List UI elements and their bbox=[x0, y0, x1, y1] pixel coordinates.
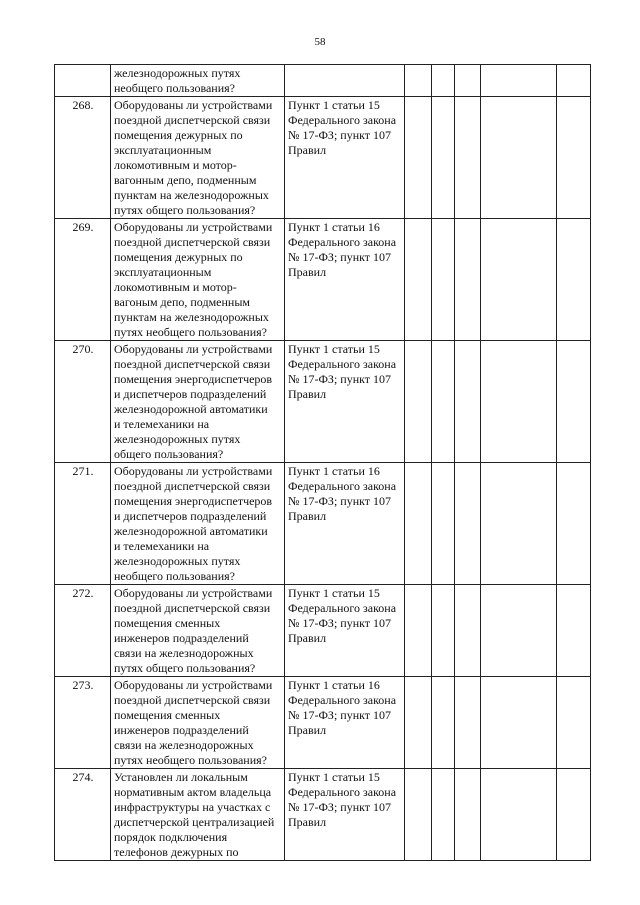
row-number: 272. bbox=[55, 585, 111, 677]
answer-cell bbox=[557, 769, 591, 861]
answer-cell bbox=[405, 65, 432, 97]
answer-cell bbox=[405, 463, 432, 585]
question-text: Оборудованы ли устройствами поездной диспетчерской связи помещения сменных инженеров подразделений связи на железнодорожных путях необщего пользования? bbox=[111, 677, 285, 769]
table-row bbox=[55, 341, 591, 463]
answer-cell bbox=[557, 97, 591, 219]
answer-cell bbox=[405, 769, 432, 861]
answer-cell bbox=[557, 65, 591, 97]
answer-cell bbox=[432, 65, 455, 97]
answer-cell bbox=[481, 769, 557, 861]
row-number: 269. bbox=[55, 219, 111, 341]
table-row bbox=[55, 585, 591, 677]
answer-cell bbox=[557, 677, 591, 769]
answer-cell bbox=[455, 677, 481, 769]
row-number: 270. bbox=[55, 341, 111, 463]
table-row bbox=[55, 97, 591, 219]
legal-reference: Пункт 1 статьи 15 Федерального закона № 17-ФЗ; пункт 107 Правил bbox=[285, 97, 405, 219]
answer-cell bbox=[481, 219, 557, 341]
answer-cell bbox=[557, 585, 591, 677]
row-number: 274. bbox=[55, 769, 111, 861]
answer-cell bbox=[405, 219, 432, 341]
answer-cell bbox=[432, 341, 455, 463]
answer-cell bbox=[432, 219, 455, 341]
page-number: 58 bbox=[314, 36, 326, 48]
answer-cell bbox=[455, 97, 481, 219]
answer-cell bbox=[557, 463, 591, 585]
legal-reference: Пункт 1 статьи 15 Федерального закона № 17-ФЗ; пункт 107 Правил bbox=[285, 585, 405, 677]
answer-cell bbox=[455, 769, 481, 861]
answer-cell bbox=[405, 341, 432, 463]
answer-cell bbox=[455, 219, 481, 341]
answer-cell bbox=[432, 463, 455, 585]
answer-cell bbox=[481, 97, 557, 219]
legal-reference: Пункт 1 статьи 15 Федерального закона № 17-ФЗ; пункт 107 Правил bbox=[285, 341, 405, 463]
question-text: железнодорожных путях необщего пользования? bbox=[111, 65, 285, 97]
answer-cell bbox=[405, 585, 432, 677]
answer-cell bbox=[481, 463, 557, 585]
answer-cell bbox=[432, 97, 455, 219]
legal-reference: Пункт 1 статьи 16 Федерального закона № 17-ФЗ; пункт 107 Правил bbox=[285, 219, 405, 341]
answer-cell bbox=[432, 769, 455, 861]
answer-cell bbox=[432, 677, 455, 769]
table-row bbox=[55, 219, 591, 341]
row-number: 268. bbox=[55, 97, 111, 219]
question-text: Оборудованы ли устройствами поездной диспетчерской связи помещения энергодиспетчеров и диспетчеров подразделений железнодорожной автоматики и телемеханики на железнодорожных путях необщего пользования? bbox=[111, 463, 285, 585]
answer-cell bbox=[557, 219, 591, 341]
answer-cell bbox=[432, 585, 455, 677]
question-text: Оборудованы ли устройствами поездной диспетчерской связи помещения энергодиспетчеров и диспетчеров подразделений железнодорожной автоматики и телемеханики на железнодорожных путях общего пользования? bbox=[111, 341, 285, 463]
legal-reference bbox=[285, 65, 405, 97]
answer-cell bbox=[481, 677, 557, 769]
answer-cell bbox=[455, 585, 481, 677]
table-row bbox=[55, 65, 591, 97]
row-number: 271. bbox=[55, 463, 111, 585]
answer-cell bbox=[557, 341, 591, 463]
answer-cell bbox=[455, 463, 481, 585]
legal-reference: Пункт 1 статьи 16 Федерального закона № 17-ФЗ; пункт 107 Правил bbox=[285, 677, 405, 769]
row-number bbox=[55, 65, 111, 97]
legal-reference: Пункт 1 статьи 16 Федерального закона № 17-ФЗ; пункт 107 Правил bbox=[285, 463, 405, 585]
row-number: 273. bbox=[55, 677, 111, 769]
answer-cell bbox=[481, 585, 557, 677]
answer-cell bbox=[455, 65, 481, 97]
answer-cell bbox=[405, 97, 432, 219]
table-row bbox=[55, 463, 591, 585]
question-text: Установлен ли локальным нормативным актом владельца инфраструктуры на участках с диспетчерской централизацией порядок подключения телефонов дежурных по bbox=[111, 769, 285, 861]
checklist-table bbox=[54, 64, 591, 861]
answer-cell bbox=[455, 341, 481, 463]
question-text: Оборудованы ли устройствами поездной диспетчерской связи помещения дежурных по эксплуатационным локомотивным и мотор- вагонным депо, подменным пунктам на железнодорожных путях общего пользования? bbox=[111, 97, 285, 219]
question-text: Оборудованы ли устройствами поездной диспетчерской связи помещения дежурных по эксплуатационным локомотивным и мотор- вагоным депо, подменным пунктам на железнодорожных путях необщего пользования? bbox=[111, 219, 285, 341]
table-row bbox=[55, 769, 591, 861]
answer-cell bbox=[405, 677, 432, 769]
question-text: Оборудованы ли устройствами поездной диспетчерской связи помещения сменных инженеров подразделений связи на железнодорожных путях общего пользования? bbox=[111, 585, 285, 677]
legal-reference: Пункт 1 статьи 15 Федерального закона № 17-ФЗ; пункт 107 Правил bbox=[285, 769, 405, 861]
answer-cell bbox=[481, 65, 557, 97]
table-row bbox=[55, 677, 591, 769]
answer-cell bbox=[481, 341, 557, 463]
